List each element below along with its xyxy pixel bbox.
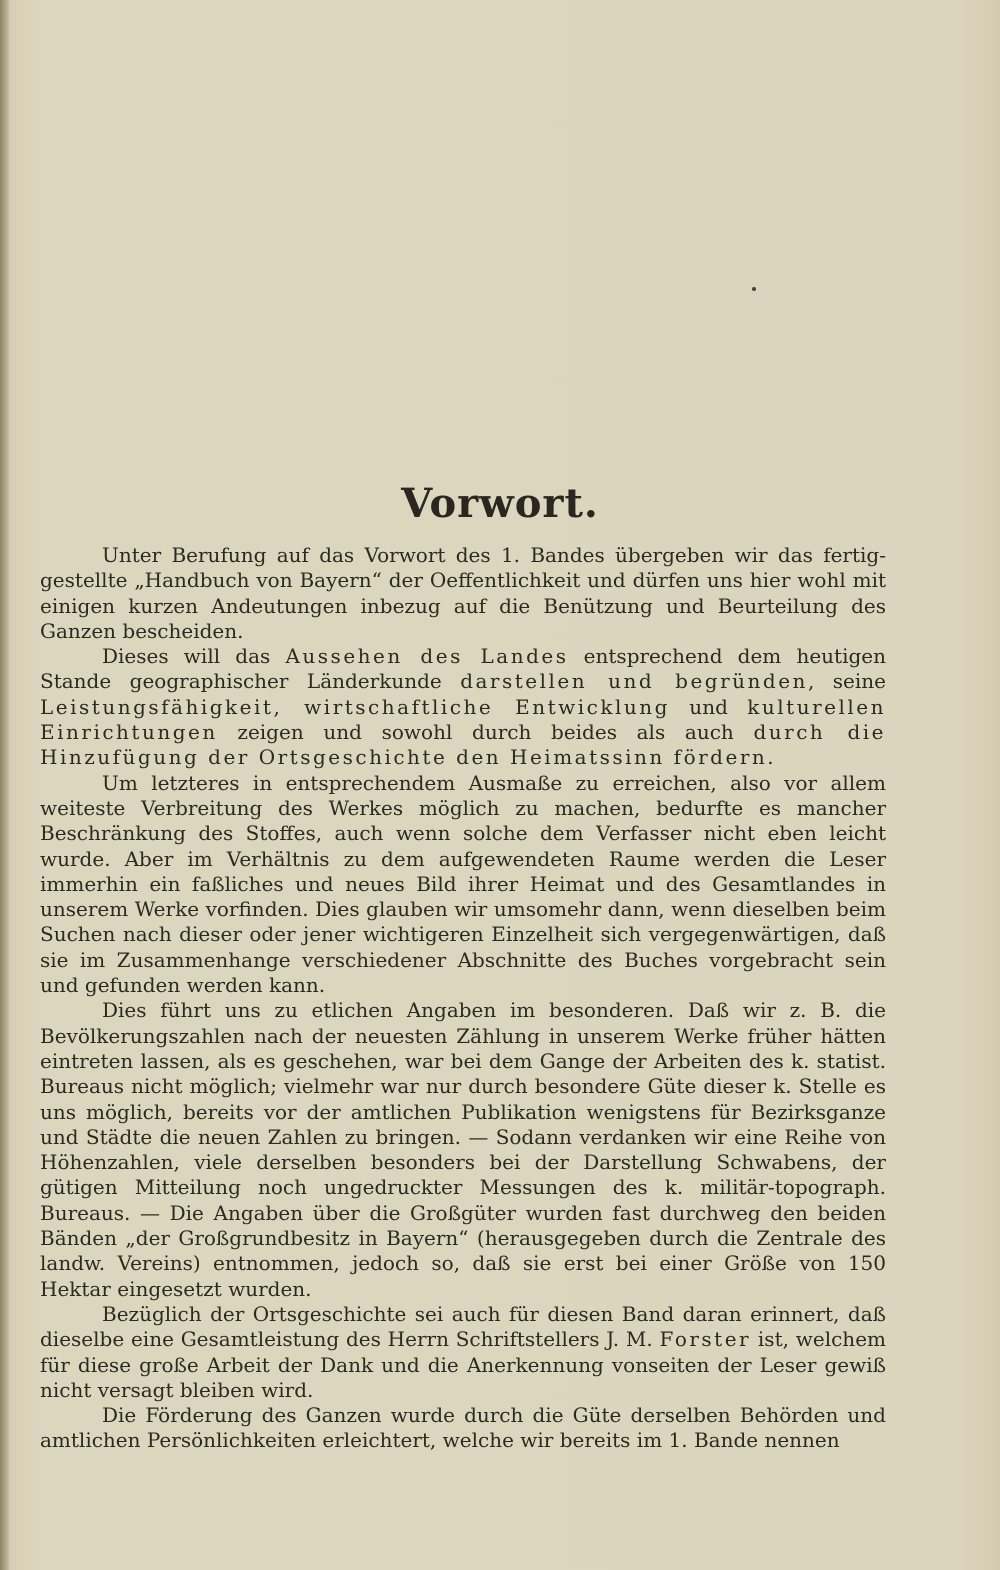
paragraph-text: und	[669, 694, 748, 719]
paragraph-4	[40, 998, 886, 1302]
spaced-emphasis: kulturellen Einrichtungen	[40, 694, 886, 745]
paragraph-1	[40, 543, 886, 644]
paragraph-text: Dieses will das	[102, 644, 286, 669]
paragraph-text: Dies führt uns zu etlichen Angaben im besonderen. Daß wir z. B. die Bevölkerungszahlen nach der neuesten Zählung in unserem Werke früher hätten eintreten lassen, als es geschehen, war bei dem Gange der Arbeiten des k. statist. Bureaus nicht möglich; vielmehr war nur durch besondere Güte dieser k. Stelle es uns möglich, bereits vor der amtlichen Publikation wenigstens für Bezirksganze und Städte die neuen Zahlen zu bringen. — Sodann verdanken wir eine Reihe von Höhenzahlen, viele derselben besonders bei der Darstellung Schwabens, der gütigen Mitteilung noch ungedruckter Messungen des k. militär-topograph. Bureaus. — Die Angaben über die Großgüter wurden fast durchweg den beiden Bänden „der Großgrundbesitz in Bayern“ (herausgegeben durch die Zentrale des landw. Vereins) entnommen, jedoch so, daß sie erst bei einer Größe von 150 Hektar eingesetzt wurden.	[40, 998, 886, 1301]
paragraph-text: entsprechend dem heutigen Stande geographischer Länderkunde	[40, 644, 886, 694]
paragraph-text: Unter Berufung auf das Vorwort des 1. Bandes übergeben wir das fertig-gestellte „Handbuch von Bayern“ der Oeffentlichkeit und dürfen uns hier wohl mit einigen kurzen Andeutungen inbezug auf die Benützung und Beurteilung des Ganzen bescheiden.	[40, 543, 886, 643]
spaced-emphasis: Forster	[659, 1327, 752, 1352]
ink-speck	[752, 287, 756, 291]
paragraph-text: , seine	[807, 669, 886, 694]
paragraph-5	[40, 1302, 886, 1403]
paragraph-text: Um letzteres in entsprechendem Ausmaße zu erreichen, also vor allem weiteste Verbreitung des Werkes möglich zu machen, bedurfte es mancher Beschränkung des Stoffes, auch wenn solche dem Verfasser nicht eben leicht wurde. Aber im Verhältnis zu dem aufgewendeten Raume werden die Leser immerhin ein faßliches und neues Bild ihrer Heimat und des Gesamtlandes in unserem Werke vorfinden. Dies glauben wir umsomehr dann, wenn dieselben beim Suchen nach dieser oder jener wichtigeren Einzelheit sich vergegenwärtigen, daß sie im Zusammenhange verschiedener Abschnitte des Buches vorgebracht sein und gefunden werden kann.	[40, 770, 886, 998]
spaced-emphasis: durch die Hinzufügung der Ortsgeschichte den Heimatssinn fördern	[40, 720, 886, 770]
paragraph-text: ist, welchem für diese große Arbeit der Dank und die Anerkennung vonseiten der Leser gewiß nicht versagt bleiben wird.	[40, 1327, 886, 1402]
paragraph-3	[40, 771, 886, 999]
page-title: Vorwort.	[401, 480, 599, 527]
paragraph-text: Bezüglich der Ortsgeschichte sei auch für diesen Band daran erinnert, daß dieselbe eine Gesamtleistung des Herrn Schriftstellers J. M.	[40, 1301, 886, 1352]
paragraph-text: zeigen und sowohl durch beides als auch	[217, 720, 754, 745]
paragraph-6	[40, 1403, 886, 1454]
spaced-emphasis: Leistungsfähigkeit, wirtschaftliche Entwicklung	[40, 694, 670, 719]
spine-shadow	[0, 0, 10, 1570]
spaced-emphasis: Aussehen des Landes	[285, 644, 569, 669]
body-text	[40, 543, 886, 1454]
paragraph-2	[40, 644, 886, 770]
paragraph-text: .	[767, 745, 774, 770]
paragraph-text: Die Förderung des Ganzen wurde durch die Güte derselben Behörden und amtlichen Persönlichkeiten erleichtert, welche wir bereits im 1. Bande nennen	[40, 1403, 886, 1453]
spaced-emphasis: darstellen und begründen	[460, 669, 808, 694]
